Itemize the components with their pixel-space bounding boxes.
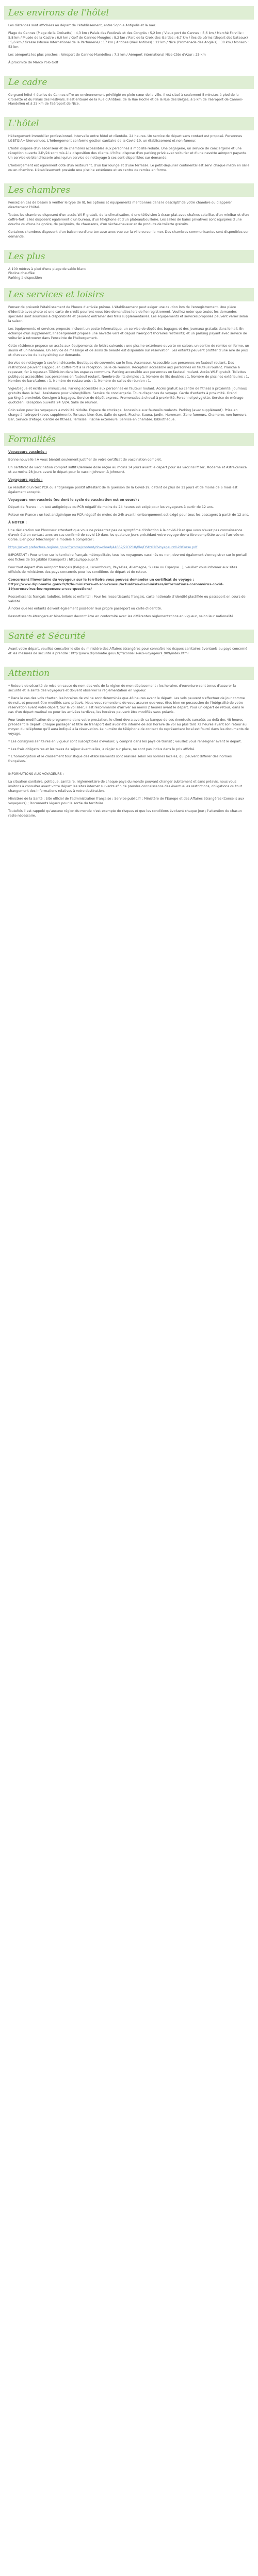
- paragraph: Les équipements et services proposés incluent un poste informatique, un service de dépôt des bagages et des journaux gratuits dans le hall. En échange d'un supplément, l'hébergement propose une navette vers et depuis l'aéroport (horaires restreints) et un parking payant avec service de voiturier à retrouver dans l'enceinte de l'hébergement.: [8, 327, 248, 340]
- section-services: [4, 288, 254, 427]
- section-title: Santé et Sécurité: [4, 630, 254, 643]
- section-title: Formalités: [4, 433, 254, 446]
- paragraph: Bonne nouvelle ! À vous bientôt seulement justifier de votre certificat de vaccination complet.: [8, 457, 162, 462]
- paragraph: L'hôtel dispose d'un ascenseur et de chambres accessibles aux personnes à mobilité réduite. Une bagagerie, un service de conciergerie et une réception ouverte 24h/24 sont mis à la disposition des clients. L'hôtel dispose d'un parking privé avec voiturier et d'une navette aéroport payante. Un service de blanchisserie ainsi qu'un service de nettoyage à sec sont disponibles sur demande.: [8, 147, 249, 160]
- paragraph: * Dans le cas des vols charter, les horaires de vol ne sont déterminés que 48 heures avant le départ. Les vols peuvent s'effectuer de jour comme de nuit, et peuvent être modifiés sans préavis. Nous vous remercions de vous assurer que vous êtes bien en possession de l'intégralité de votre réservation avant votre départ. Sur le vol aller, il est recommandé d'arriver au moins 2 heures avant le départ. Pour un départ de retour, dans le cas d'un départ matinal ou pour les arrivées tardives, les horaires peuvent être modifiés sans préavis.: [8, 697, 246, 714]
- section-environs: [4, 6, 254, 70]
- paragraph: Les distances sont affichées au départ de l'établissement, entre Sophia Antipolis et la mer.: [8, 24, 156, 27]
- paragraph: Pensez de prévenir l'établissement de l'heure d'arrivée prévue. L'établissement peut exiger une caution lors de l'enregistrement. Une pièce d'identité avec photo et une carte de crédit pourront vous être demandées lors de l'enregistrement. Veuillez noter que toutes les demandes spéciales sont soumises à disponibilité et peuvent entraîner des frais supplémentaires. Les équipements et services proposés peuvent varier selon la saison.: [8, 306, 249, 324]
- section-title: Les chambres: [4, 183, 254, 197]
- paragraph: Pensez en cas de besoin à vérifier le type de lit, les options et équipements mentionnés dans le descriptif de votre chambre ou d'appeler directement l'hôtel.: [8, 200, 233, 209]
- paragraph: L'hébergement est également doté d'un restaurant, d'un bar lounge et d'une terrasse. Le petit-déjeuner continental est servi chaque matin en salle ou en chambre. L'établissement possède une piscine extérieure et un centre de remise en forme.: [8, 164, 251, 172]
- section-body: [4, 92, 254, 111]
- list-item: Piscine chauffée: [8, 272, 35, 276]
- section-attention: [4, 667, 254, 823]
- section-title: Les plus: [4, 250, 254, 263]
- paragraph: Ce grand hôtel 4 étoiles de Cannes offre un environnement privilégié en plein cœur de la ville. Il est situé à seulement 5 minutes à pied de la Croisette et du Palais des Festivals. Il est entouré de la Rue d'Antibes, de la Rue Hoche et de la Rue des Belges, à 5 km de l'aéroport de Cannes-Mandelieu et à 25 km de l'aéroport de Nice.: [8, 93, 243, 106]
- paragraph: À noter que les enfants doivent également posséder leur propre passeport ou carte d'identité.: [8, 607, 162, 611]
- section-body: [4, 646, 254, 660]
- list-item: À 100 mètres à pied d'une plage de sable blanc: [8, 267, 86, 271]
- subheading: Voyageurs guéris :: [8, 478, 43, 482]
- paragraph: Retour en France : un test antigénique ou PCR négatif de moins de 24h avant l'embarquement est exigé pour tous les passagers à partir de 12 ans.: [8, 513, 249, 517]
- paragraph: * Les frais obligatoires et les taxes de séjour éventuelles, à régler sur place, ne sont pas inclus dans le prix affiché.: [8, 747, 196, 751]
- section-chambres: [4, 183, 254, 244]
- paragraph: Les aéroports les plus proches : Aéroport de Cannes-Mandelieu : 7,3 km / Aéroport international Nice Côte d'Azur : 25 km: [8, 53, 206, 57]
- paragraph: La situation sanitaire, politique, sanitaire, réglementaire de chaque pays du monde pouvant changer subitement et sans préavis, nous vous invitons à consulter avant votre départ les sites internet suivants afin de prendre connaissance des éventuelles restrictions, obligations ou tout changement des informations relatives à votre destination.: [8, 780, 243, 793]
- section-title: L'hôtel: [4, 117, 254, 130]
- paragraph: Toutes les chambres disposent d'un accès Wi-Fi gratuit, de la climatisation, d'une télévision à écran plat avec chaînes satellite, d'un minibar et d'un coffre-fort. Elles disposent également d'un bureau, d'un téléphone et d'un plateau/bouilloire. Les salles de bains privatives sont équipées d'une douche ou d'une baignoire, de peignoirs, de chaussons, d'un sèche-cheveux et de produits de toilette gratuits.: [8, 213, 250, 226]
- paragraph: Vigie/bague et écrits en minuscules. Parking accessible aux personnes en fauteuil roulant. Accès gratuit au centre de fitness à proximité. Journaux gratuits dans le hall. Assistance pour visites/billets. Service de conciergerie. Tours d'agences de voyage. Garde d'enfants à proximité. Grand parking à proximité. Consigne à bagages. Service de dépôt express. Promenades à cheval à proximité. Personnel polyglotte. Service de ménage quotidien. Réception ouverte 24 h/24. Salle de réunion.: [8, 387, 248, 405]
- paragraph: Départ de France : un test antigénique ou PCR négatif de moins de 24 heures est exigé pour les voyageurs à partir de 12 ans.: [8, 505, 214, 510]
- section-body: [4, 23, 254, 70]
- section-formalites: [4, 433, 254, 623]
- paragraph: Ressortissants français (adultes, bébés et enfants) : Pour les ressortissants français, carte nationale d'identité plastifiée ou passeport en cours de validité.: [8, 595, 247, 603]
- section-title: Attention: [4, 667, 254, 680]
- paragraph: Pour tout départ d'un aéroport français (Belgique, Luxembourg, Pays-Bas, Allemagne, Suisse ou Espagne...), veuillez vous informer aux sites officiels de ministères des pays concernés pour les conditions de départ et de retour.: [8, 565, 238, 574]
- info-heading: INFORMATIONS AUX VOYAGEURS :: [8, 772, 64, 776]
- paragraph: Coin salon pour les voyageurs à mobilité réduite. Espace de stockage. Accessible aux fauteuils roulants. Parking (avec supplément). Prise en charge à l'aéroport (avec supplément). Terrasse bien-être. Salle de sport. Piscine. Sauna. Jardin. Hammam. Zone fumeurs. Chambres non-fumeurs. Bar, Service d'étage. Centre de fitness. Terrasse. Piscine extérieure. Service en chambre. Bibliothèque.: [8, 409, 249, 421]
- paragraph: * L'homologation et le classement touristique des établissements sont réalisés selon les normes locales, qui peuvent différer des normes françaises.: [8, 755, 233, 764]
- paragraph: Service de nettoyage à sec/blanchisserie. Boutiques de souvenirs sur le lieu, Ascenseur. Accessible aux personnes en fauteuil roulant. Des restrictions peuvent s'appliquer. Coffre-fort à la réception. Salle de réunion. Réception accessible aux personnes en fauteuil roulant. Planche à repasser, fer à repasser. Télévision dans les espaces communs. Parking accessible aux personnes en fauteuil roulant. Accès Wi-Fi gratuit. Toilettes publiques accessibles aux personnes en fauteuil roulant. Nombre de lits simples : 1, Nombre de lits doubles : 1, Nombre de piscines extérieures : 1, Nombre de bars/salons : 1, Nombre de restaurants : 1, Nombre de salles de réunion : 1.: [8, 361, 250, 383]
- paragraph: Toutefois il est rappelé qu'aucune région du monde n'est exempte de risques et que les conditions évoluent chaque jour ; l'attention de chacun reste nécessaire.: [8, 809, 243, 818]
- paragraph: Avant votre départ, veuillez consulter le site du ministère des Affaires étrangères pour connaître les risques sanitaires éventuels au pays concerné et les mesures de sécurité à prendre : http://www.diplomatie.gouv.fr/fr/conseils-aux-voyageurs_909/index.html: [8, 647, 249, 656]
- section-sante: [4, 630, 254, 660]
- section-body: [4, 304, 254, 427]
- paragraph: Hébergement immobilier professionnel. Intervalle entre hôtel et clientèle. 24 heures. Un service de départ sans contact est proposé. Personnes LGBTQIA+ bienvenues. L'hébergement conforme gestion sanitaire de la Covid-19, un établissement et non-fumeur.: [8, 134, 244, 143]
- paragraph: Un certificat de vaccination complet suffit (dernière dose reçue au moins 14 jours avant le départ pour les vaccins Pfizer, Moderna et AstraZeneca et au moins 28 jours avant le départ pour le vaccin Johnson & Johnson).: [8, 465, 248, 474]
- subheading: Voyageurs vaccinés :: [8, 450, 47, 454]
- paragraph: Pour toute modification de programme dans votre prestation, le client devra avertir sa banque de ces éventuels surcoûts au-delà des 48 heures précédant le départ. Chaque passager et titre de transport doit avoir été informé de son horaire de vol au plus tard 72 heures avant son retour au moyen du téléphone qu'il aura indiqué à la réservation. Le numéro de téléphone de contact du représentant local est fourni dans les documents de voyage.: [8, 718, 250, 736]
- paragraph: Voyageurs non vaccinés (ou dont le cycle de vaccination est en cours) :: [8, 498, 139, 502]
- section-plus: [4, 250, 254, 282]
- paragraph: Une déclaration sur l'honneur attestant que vous ne présentez pas de symptôme d'infection à la covid-19 et que vous n'avez pas connaissance d'avoir été en contact avec un cas confirmé de covid-19 dans les quatorze jours précédant votre voyage devra être complétée avant l'arrivée en Corse. Lien pour télécharger le modèle à compléter :: [8, 529, 246, 542]
- section-title: Le cadre: [4, 76, 254, 89]
- subheading: À NOTER :: [8, 521, 27, 525]
- paragraph: Certaines chambres disposent d'un balcon ou d'une terrasse avec vue sur la ville ou sur la mer. Des chambres communicantes sont disponibles sur demande.: [8, 230, 250, 239]
- list-item: Parking à disposition: [8, 276, 42, 280]
- paragraph: IMPORTANT : Pour entrer sur le territoire français métropolitain, tous les voyageurs vaccinés ou non, devront également s'enregistrer sur le portail des fiches de traçabilité (transport) : https://app.eupl.fr: [8, 553, 248, 562]
- paragraph: Ministère de la Santé ; Site officiel de l'administration française : Service-public.fr ; Ministère de l'Europe et des Affaires étrangères (Conseils aux voyageurs) ; Documents légaux pour la sortie du territoire.: [8, 797, 246, 805]
- document-link[interactable]: https://www.prefecture-regions.gouv.fr/corse/content/download/44669/293218/file/DSH%20Voyageurs%20Corse.pdf: [8, 546, 198, 550]
- section-title: Les environs de l'hôtel: [4, 6, 254, 20]
- section-body: [4, 200, 254, 244]
- paragraph: * Retours de sécurité de mise en cause du nom des vols de la région de mon déplacement : les horaires d'ouverture sont tenus d'assurer la sécurité et la santé des voyageurs et doivent observer la réglementation en vigueur.: [8, 684, 237, 693]
- section-body: [4, 133, 254, 177]
- section-body: [4, 683, 254, 823]
- spacer: [8, 767, 250, 772]
- section-hotel: [4, 117, 254, 177]
- paragraph: Cette résidence propose un accès aux équipements de loisirs suivants : une piscine extérieure ouverte en saison, un centre de remise en forme, un sauna et un hammam. Un service de massage et de soins de beauté est disponible sur réservation. Les enfants peuvent profiter d'une aire de jeux et d'un service de baby-sitting sur demande.: [8, 344, 250, 357]
- paragraph: Le résultat d'un test PCR ou antigénique positif attestant de la guérison de la Covid-19, datant de plus de 11 jours et de moins de 6 mois est également accepté.: [8, 485, 239, 494]
- paragraph: Ressortissants étrangers et binationaux devront être en conformité avec les différentes réglementations en vigueur, selon leur nationalité.: [8, 615, 235, 619]
- section-cadre: [4, 76, 254, 111]
- page: [0, 6, 258, 2576]
- paragraph: Plage de Cannes (Plage de la Croisette) : 4,3 km / Palais des Festivals et des Congrès : 5,2 km / Vieux port de Cannes : 5,6 km / Marché Forville : 5,8 km / Musée de la Castre : 6,0 km / Golf de Cannes-Mougins : 8,2 km / Parc de la Croix-des-Gardes : 6,7 km / Îles de Lérins (départ des bateaux) : 5,6 km / Grasse (Musée International de la Parfumerie) : 17 km / Antibes (Vieil Antibes) : 12 km / Nice (Promenade des Anglais) : 30 km / Monaco : 52 km: [8, 31, 250, 49]
- paragraph: * Les consignes sanitaires en vigueur sont susceptibles d'évoluer, y compris dans les pays de transit ; veuillez vous renseigner avant le départ.: [8, 739, 242, 743]
- section-title: Les services et loisirs: [4, 288, 254, 301]
- section-body: [4, 266, 254, 282]
- paragraph: À proximité de Marco Polo Golf: [8, 60, 58, 64]
- paragraph: Concernant l'inventaire du voyageur sur le territoire vous pouvez demander un certificat de voyage : https://www.diplomatie.gouv.fr/fr/le-ministere-et-son-reseau/actualites-du-ministere/informations-coronavirus-covid-19/coronavirus-les-reponses-a-vos-questions/: [8, 578, 224, 591]
- section-body: [4, 449, 254, 623]
